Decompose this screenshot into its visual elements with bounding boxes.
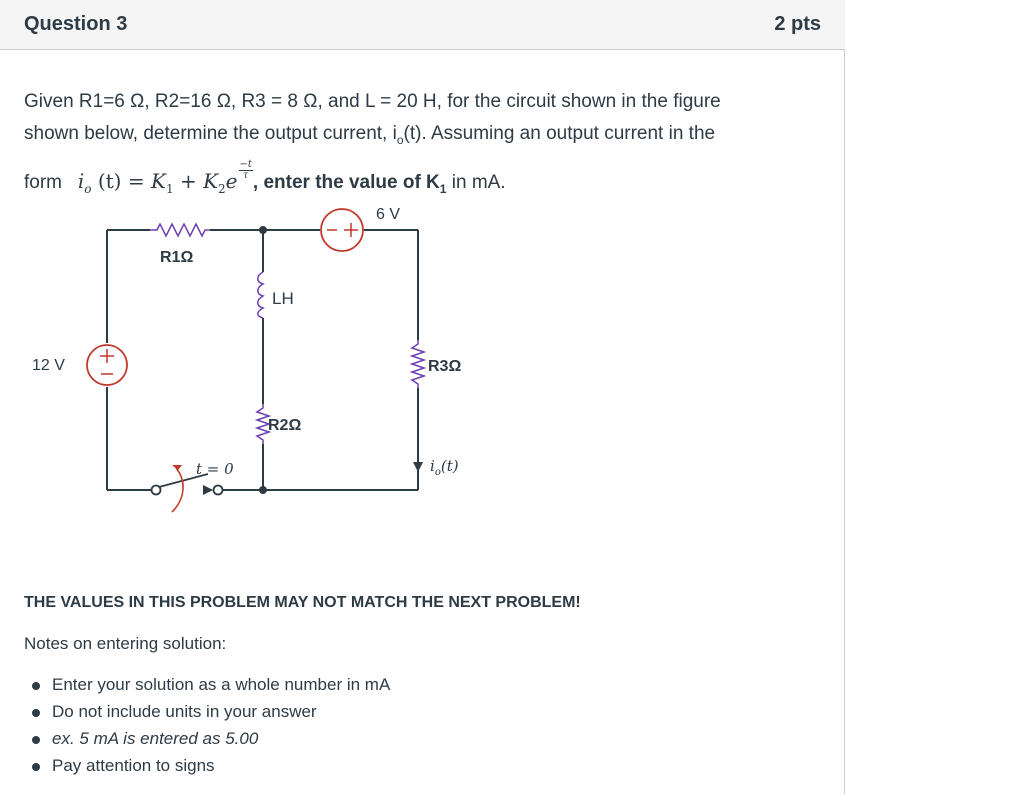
question-points: 2 pts [774, 13, 821, 35]
switch-close-arrow [203, 485, 213, 495]
v6-label: 6 V [376, 206, 401, 223]
l-label: LH [272, 289, 294, 308]
node-bottom [259, 486, 267, 494]
r3-label: R3Ω [428, 358, 462, 375]
form-word: form [24, 171, 62, 193]
note-item: Pay attention to signs [24, 754, 390, 781]
r1-resistor [150, 224, 210, 236]
note-item: Enter your solution as a whole number in mA [24, 673, 390, 700]
io-label: $i_o(t)$ [430, 457, 459, 478]
output-current-formula: $i_o$ $(t) = K_1 + K_2e$ $\frac{-t}{\tau}$ [77, 158, 252, 196]
notes-title: Notes on entering solution: [24, 634, 227, 653]
r3-resistor [412, 340, 424, 388]
switch-arrow [172, 468, 183, 512]
note-item: Do not include units in your answer [24, 700, 390, 727]
prompt-line-3: form $i_o$ $(t) = K_1 + K_2e$ $\frac{-t}{\tau}$ , enter the value of $K_1$ in mA. [24, 158, 506, 196]
prompt-line-2: shown below, determine the output current, $i_o(t)$. Assuming an output current in the [24, 123, 716, 147]
current-arrow [413, 462, 423, 472]
prompt-line-1: Given R1=6 Ω, R2=16 Ω, R3 = 8 Ω, and L = 20 H, for the circuit shown in the figure [24, 91, 721, 112]
inductor-coil [258, 272, 263, 318]
question-header [0, 0, 845, 50]
question-title: Question 3 [24, 13, 128, 35]
exponent-fraction: $\frac{-t}{\tau}$ [239, 158, 252, 181]
notes-list [24, 673, 390, 781]
note-item: ex. 5 mA is entered as 5.00 [24, 727, 390, 754]
node-top [259, 226, 267, 234]
r1-label: R1Ω [160, 249, 194, 266]
circuit-diagram [0, 196, 520, 526]
values-warning: THE VALUES IN THIS PROBLEM MAY NOT MATCH THE NEXT PROBLEM! [24, 594, 581, 611]
v12-label: 12 V [32, 357, 65, 374]
switch-label: t = 0 [196, 460, 234, 478]
switch-terminal-right [214, 486, 223, 495]
r2-label: R2Ω [268, 417, 302, 434]
question-prompt [24, 86, 824, 205]
